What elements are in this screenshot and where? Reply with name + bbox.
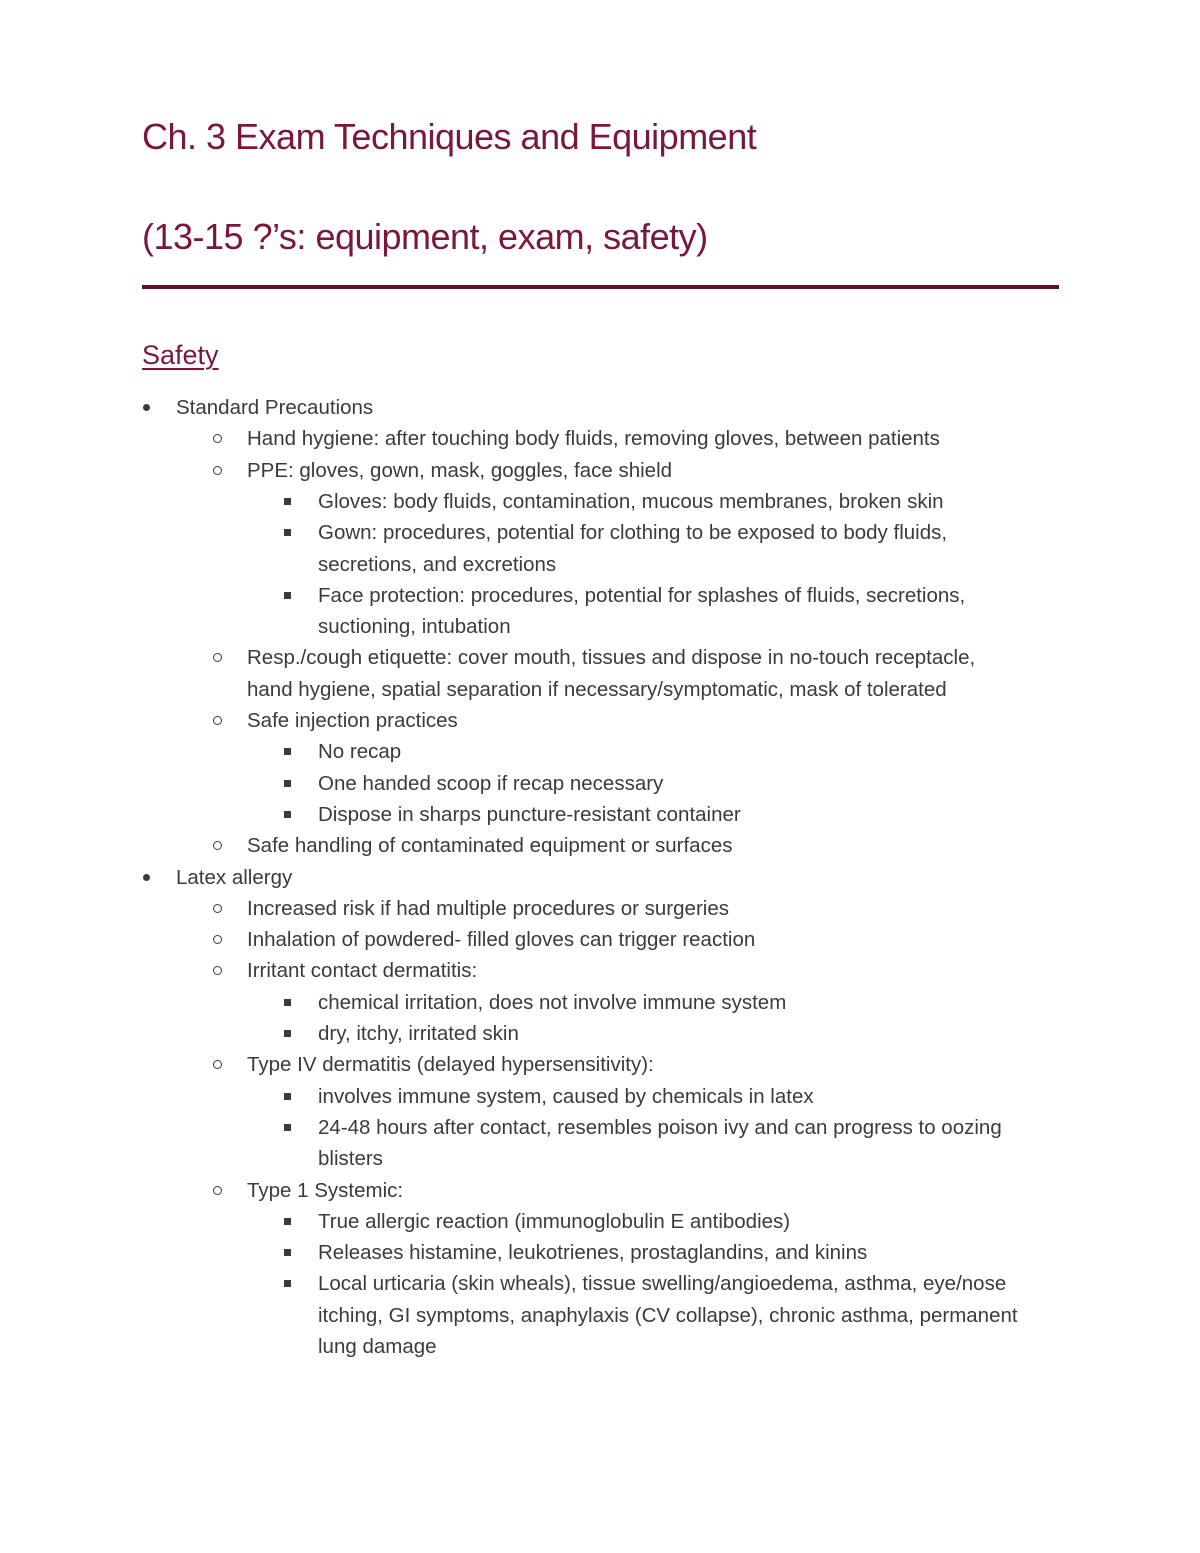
list-item-level-1: Latex allergy: [176, 865, 293, 889]
list-item-level-3: Gloves: body fluids, contamination, mucous membranes, broken skin: [318, 489, 944, 513]
list-item-level-2: Type IV dermatitis (delayed hypersensitivity):: [247, 1053, 654, 1077]
bullet-circle-icon: [213, 466, 222, 475]
bullet-square-icon: [284, 1249, 291, 1256]
page-title: Ch. 3 Exam Techniques and Equipment: [142, 116, 757, 157]
list-item-level-3: No recap: [318, 740, 402, 764]
section-heading-safety: Safety: [142, 340, 219, 370]
bullet-circle-icon: [213, 653, 222, 662]
bullet-circle-icon: [213, 966, 222, 975]
bullet-square-icon: [284, 1124, 291, 1131]
list-item-level-1: Standard Precautions: [176, 396, 374, 419]
bullet-dot-icon: [143, 404, 150, 411]
list-item-level-2: Safe handling of contaminated equipment or surfaces: [247, 834, 733, 858]
list-item-level-3: chemical irritation, does not involve immune system: [318, 990, 787, 1014]
list-item-level-3: Local urticaria (skin wheals), tissue swelling/angioedema, asthma, eye/nose: [318, 1272, 1007, 1296]
list-item-level-3: Dispose in sharps puncture-resistant container: [318, 802, 741, 826]
list-item-level-3: Releases histamine, leukotrienes, prostaglandins, and kinins: [318, 1241, 868, 1265]
bullet-square-icon: [284, 1280, 291, 1287]
list-item-level-3: dry, itchy, irritated skin: [318, 1022, 519, 1045]
list-item-level-2: Inhalation of powdered- filled gloves can trigger reaction: [247, 928, 756, 952]
list-item-level-3: blisters: [318, 1147, 383, 1171]
bullet-circle-icon: [213, 434, 222, 443]
list-item-level-2: Hand hygiene: after touching body fluids, removing gloves, between patients: [247, 427, 940, 451]
bullet-circle-icon: [213, 1060, 222, 1069]
list-item-level-3: secretions, and excretions: [318, 552, 557, 576]
bullet-dot-icon: [143, 874, 150, 881]
list-item-level-2: Resp./cough etiquette: cover mouth, tissues and dispose in no-touch receptacle,: [247, 646, 976, 670]
bullet-square-icon: [284, 780, 291, 787]
list-item-level-2: Safe injection practices: [247, 709, 458, 732]
bullet-square-icon: [284, 498, 291, 505]
page-subtitle: (13-15 ?’s: equipment, exam, safety): [142, 216, 708, 257]
list-item-level-2: Type 1 Systemic:: [247, 1178, 404, 1202]
bullet-square-icon: [284, 811, 291, 818]
bullet-square-icon: [284, 999, 291, 1006]
list-item-level-3: itching, GI symptoms, anaphylaxis (CV collapse), chronic asthma, permanent: [318, 1303, 1018, 1327]
list-item-level-3: involves immune system, caused by chemicals in latex: [318, 1084, 814, 1108]
list-item-level-3: Face protection: procedures, potential for splashes of fluids, secretions,: [318, 583, 966, 607]
bullet-circle-icon: [213, 1186, 222, 1195]
horizontal-rule: [142, 285, 1059, 289]
bullet-circle-icon: [213, 904, 222, 913]
bullet-square-icon: [284, 1093, 291, 1100]
list-item-level-2: Increased risk if had multiple procedures or surgeries: [247, 896, 729, 920]
list-item-level-3: True allergic reaction (immunoglobulin E antibodies): [318, 1209, 791, 1233]
bullet-square-icon: [284, 748, 291, 755]
list-item-level-2: hand hygiene, spatial separation if necessary/symptomatic, mask of tolerated: [247, 677, 947, 701]
bullet-circle-icon: [213, 716, 222, 725]
list-item-level-3: lung damage: [318, 1335, 437, 1358]
list-item-level-3: Gown: procedures, potential for clothing to be exposed to body fluids,: [318, 521, 948, 545]
bullet-square-icon: [284, 1030, 291, 1037]
bullet-circle-icon: [213, 935, 222, 944]
bullet-square-icon: [284, 529, 291, 536]
list-item-level-3: One handed scoop if recap necessary: [318, 771, 664, 795]
bullet-square-icon: [284, 592, 291, 599]
list-item-level-3: suctioning, intubation: [318, 615, 511, 639]
bullet-circle-icon: [213, 841, 222, 850]
list-item-level-2: PPE: gloves, gown, mask, goggles, face shield: [247, 458, 673, 482]
bullet-square-icon: [284, 1218, 291, 1225]
list-item-level-3: 24-48 hours after contact, resembles poison ivy and can progress to oozing: [318, 1115, 1002, 1139]
list-item-level-2: Irritant contact dermatitis:: [247, 959, 478, 983]
